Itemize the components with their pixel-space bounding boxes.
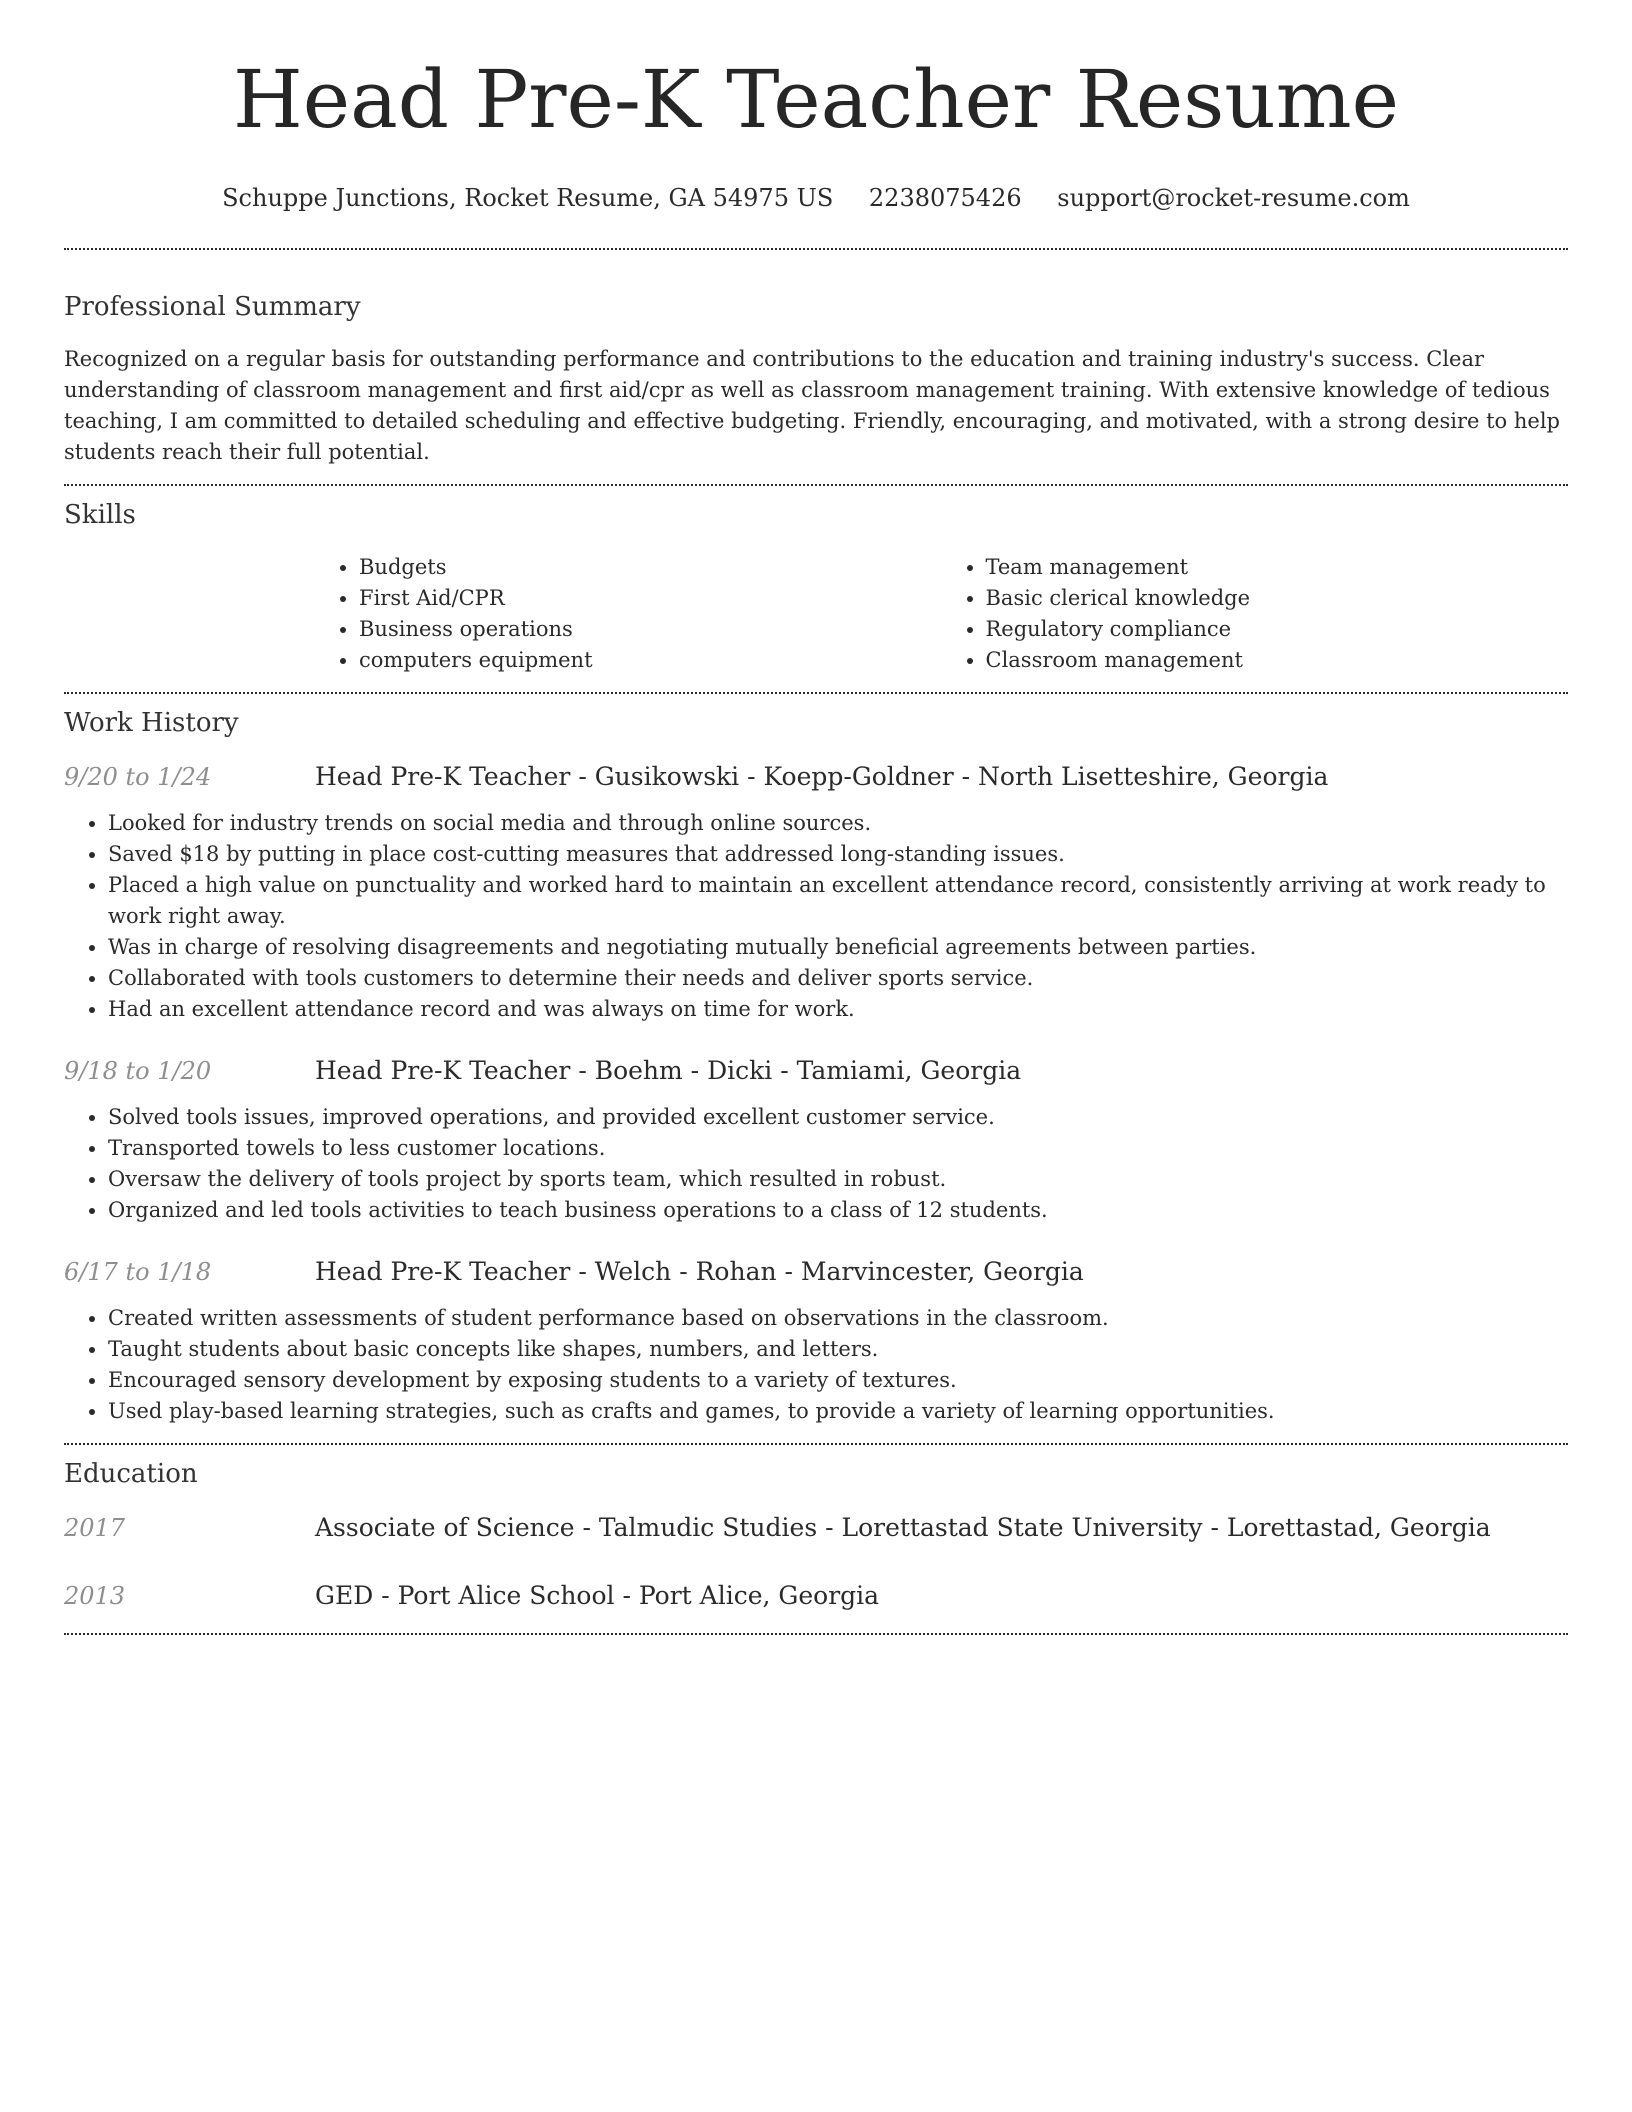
resume-title: Head Pre-K Teacher Resume (233, 53, 1399, 146)
job-bullets (64, 808, 1568, 1025)
education-heading: Education (64, 1459, 198, 1489)
skill-item: • Business operations (359, 614, 942, 645)
contact-email: support@rocket-resume.com (1057, 184, 1410, 212)
contact-address: Schuppe Junctions, Rocket Resume, GA 54975 US (222, 184, 834, 212)
job-title: Head Pre-K Teacher - Gusikowski - Koepp-Goldner - North Lisetteshire, Georgia (315, 762, 1329, 791)
education-title: Associate of Science - Talmudic Studies - Lorettastad State University - Lorettastad, Georgia (315, 1513, 1491, 1542)
job-header (64, 1054, 1568, 1088)
divider-summary (64, 484, 1568, 486)
job-bullet: • Solved tools issues, improved operations, and provided excellent customer service. (108, 1102, 1568, 1133)
summary-heading: Professional Summary (64, 292, 361, 322)
job-entry (64, 1054, 1568, 1226)
job-dates: 6/17 to 1/18 (64, 1258, 212, 1286)
summary-section (64, 290, 1568, 468)
education-year: 2017 (64, 1514, 126, 1542)
skill-item: • First Aid/CPR (359, 583, 942, 614)
summary-text: Recognized on a regular basis for outstanding performance and contributions to the education and training industry's success. Clear understanding of classroom management and first aid/cpr as well as classroom management training. With extensive knowledge of tedious teaching, I am committed to detailed scheduling and effective budgeting. Friendly, encouraging, and motivated, with a strong desire to help students reach their full potential. (64, 347, 1560, 464)
job-bullet: • Taught students about basic concepts like shapes, numbers, and letters. (108, 1334, 1568, 1365)
education-year: 2013 (64, 1582, 126, 1610)
divider-header (64, 248, 1568, 250)
contact-line (64, 182, 1568, 214)
job-dates: 9/18 to 1/20 (64, 1057, 212, 1085)
skill-item: • computers equipment (359, 645, 942, 676)
job-bullet: • Encouraged sensory development by exposing students to a variety of textures. (108, 1365, 1568, 1396)
job-entry (64, 760, 1568, 1025)
job-dates: 9/20 to 1/24 (64, 763, 212, 791)
skill-item: • Basic clerical knowledge (986, 583, 1569, 614)
job-bullet: • Created written assessments of student performance based on observations in the classroom. (108, 1303, 1568, 1334)
job-bullet: • Was in charge of resolving disagreements and negotiating mutually beneficial agreements between parties. (108, 932, 1568, 963)
job-bullet: • Had an excellent attendance record and was always on time for work. (108, 994, 1568, 1025)
job-entry (64, 1255, 1568, 1427)
job-bullet: • Oversaw the delivery of tools project by sports team, which resulted in robust. (108, 1164, 1568, 1195)
education-section (64, 1457, 1568, 1613)
divider-education (64, 1633, 1568, 1635)
job-header (64, 760, 1568, 794)
work-history-section (64, 706, 1568, 1427)
skills-heading: Skills (64, 500, 136, 530)
job-bullet: • Used play-based learning strategies, such as crafts and games, to provide a variety of learning opportunities. (108, 1396, 1568, 1427)
job-bullet: • Looked for industry trends on social media and through online sources. (108, 808, 1568, 839)
contact-phone: 2238075426 (868, 184, 1022, 212)
skills-list-right (942, 552, 1569, 676)
job-title: Head Pre-K Teacher - Welch - Rohan - Marvincester, Georgia (315, 1257, 1084, 1286)
skills-section (64, 498, 1568, 676)
job-bullets (64, 1102, 1568, 1226)
job-bullet: • Organized and led tools activities to teach business operations to a class of 12 students. (108, 1195, 1568, 1226)
skill-item: • Regulatory compliance (986, 614, 1569, 645)
job-bullet: • Transported towels to less customer locations. (108, 1133, 1568, 1164)
education-entry (64, 1579, 1568, 1613)
skill-item: • Team management (986, 552, 1569, 583)
education-entry (64, 1511, 1568, 1545)
divider-skills (64, 692, 1568, 694)
skills-list-left (315, 552, 942, 676)
job-title: Head Pre-K Teacher - Boehm - Dicki - Tamiami, Georgia (315, 1056, 1022, 1085)
work-history-heading: Work History (64, 708, 239, 738)
skill-item: • Classroom management (986, 645, 1569, 676)
job-bullet: • Collaborated with tools customers to determine their needs and deliver sports service. (108, 963, 1568, 994)
job-bullet: • Saved $18 by putting in place cost-cutting measures that addressed long-standing issues. (108, 839, 1568, 870)
skill-item: • Budgets (359, 552, 942, 583)
job-bullet: • Placed a high value on punctuality and worked hard to maintain an excellent attendance record, consistently arriving at work ready to work right away. (108, 870, 1568, 932)
skills-grid (315, 552, 1568, 676)
job-header (64, 1255, 1568, 1289)
job-bullets (64, 1303, 1568, 1427)
education-title: GED - Port Alice School - Port Alice, Georgia (315, 1581, 880, 1610)
divider-work (64, 1443, 1568, 1445)
